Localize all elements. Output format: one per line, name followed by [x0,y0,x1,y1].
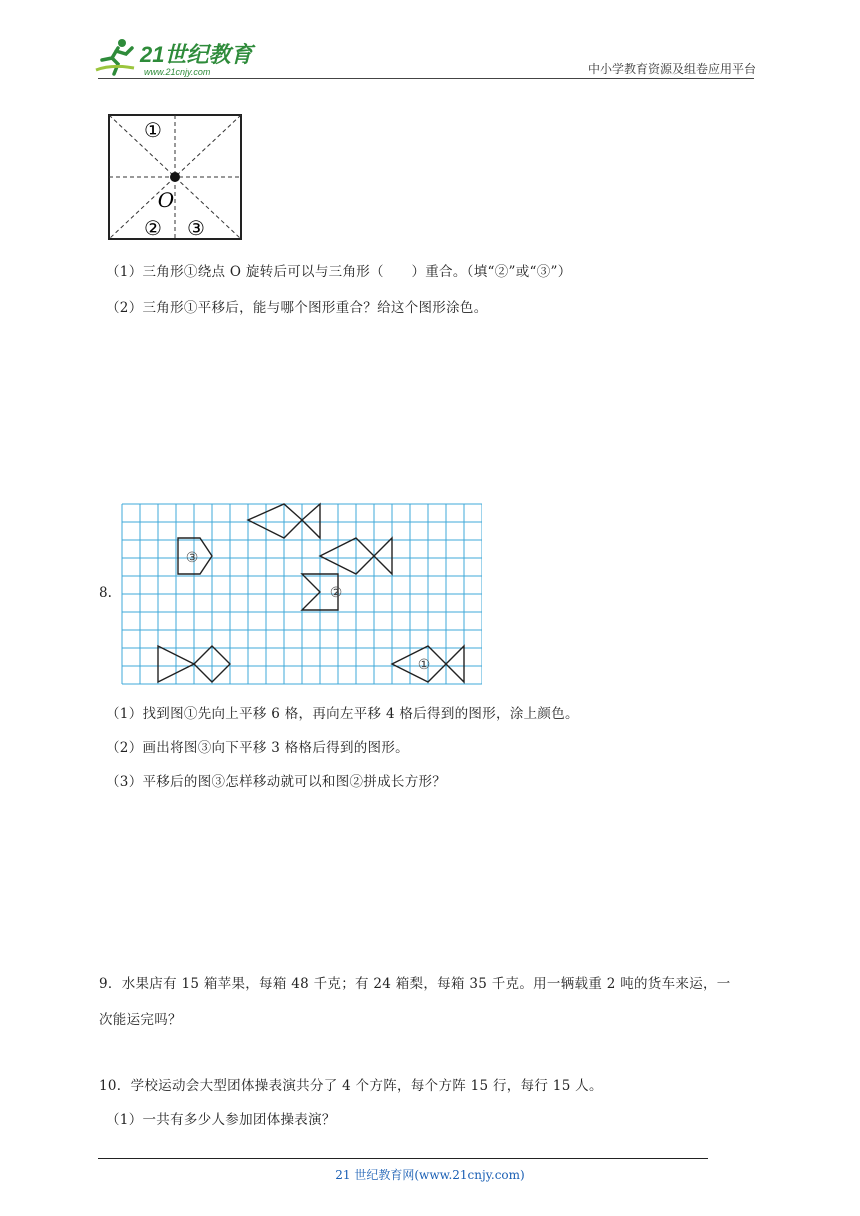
q7-part2: （2）三角形①平移后，能与哪个图形重合？给这个图形涂色。 [106,300,488,316]
center-point-o [170,172,180,182]
shape-1-label: ① [417,657,431,673]
shape-3-label: ③ [185,550,199,566]
rotation-figure [108,114,244,246]
header-divider [98,78,754,79]
site-logo [92,34,262,78]
fish-top-tail [302,504,320,538]
shape-2-label: ② [329,585,343,601]
q10-line1: 10．学校运动会大型团体操表演共分了 4 个方阵，每个方阵 15 行，每行 15 人。 [99,1078,603,1094]
q9-line1: 9．水果店有 15 箱苹果，每箱 48 千克；有 24 箱梨，每箱 35 千克。用一辆载重 2 吨的货车来运，一 [99,976,731,992]
runner-logo-icon [92,34,262,78]
triangle-2-label: ② [144,216,162,240]
logo-text: 21世纪教育 [140,42,253,67]
q8-part2: （2）画出将图③向下平移 3 格格后得到的图形。 [106,740,409,756]
q8-part1: （1）找到图①先向上平移 6 格，再向左平移 4 格后得到的图形，涂上颜色。 [106,706,579,722]
q8-number: 8. [99,585,112,601]
fish-top-body [248,504,302,538]
triangle-3-label: ③ [187,216,205,240]
q9-line2: 次能运完吗？ [99,1012,182,1028]
footer-divider [98,1158,708,1159]
translation-grid-figure [120,502,482,690]
q8-part3: （3）平移后的图③怎样移动就可以和图②拼成长方形？ [106,774,447,790]
fish-middle-body [320,538,374,574]
platform-title: 中小学教育资源及组卷应用平台 [587,62,756,76]
point-o-label: O [157,188,175,212]
logo-url: www.21cnjy.com [144,67,211,77]
shape-1-tail [446,646,464,682]
triangle-1-label: ① [144,118,162,142]
fish-middle-tail [374,538,392,574]
footer-text: 21 世纪教育网(www.21cnjy.com) [335,1168,525,1182]
q7-part1: （1）三角形①绕点 O 旋转后可以与三角形（ ）重合。（填“②”或“③”） [106,264,572,280]
q10-part1: （1）一共有多少人参加团体操表演？ [106,1112,336,1128]
